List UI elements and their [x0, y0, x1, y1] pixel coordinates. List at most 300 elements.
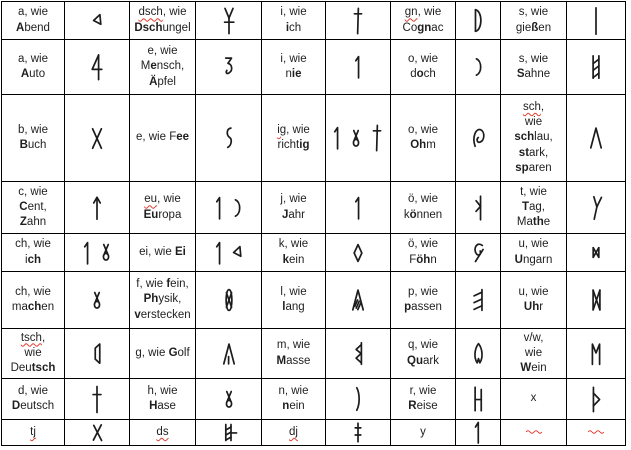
- cell-text: [132, 245, 193, 260]
- cell-text: [4, 237, 62, 267]
- emphasized-letter: W: [520, 362, 532, 375]
- emphasized-letter: k: [282, 253, 290, 266]
- symbol-caret-icon: [586, 125, 606, 151]
- emphasized-letter: gn: [417, 21, 432, 34]
- misspelled-text: ds: [156, 425, 169, 438]
- table-cell-r2-c9: [501, 40, 567, 95]
- emphasized-letter: p: [404, 301, 412, 313]
- table-body: [2, 2, 626, 446]
- symbol-m-square-icon: [587, 341, 605, 367]
- cell-text: [4, 384, 62, 414]
- empty-cell: [569, 429, 623, 436]
- symbol-h-square-icon: [469, 385, 487, 413]
- table-cell-r7-c1: [2, 329, 65, 379]
- table-cell-r2-c3: [130, 40, 196, 95]
- table-cell-r3-c6: [326, 95, 391, 182]
- text-segment: ein: [289, 253, 305, 266]
- text-segment: n: [285, 68, 292, 80]
- table-cell-r8-c9: [501, 379, 567, 420]
- table-cell-r3-c2: [65, 95, 130, 182]
- text-segment: s, wie: [518, 6, 549, 19]
- cell-symbols: [569, 341, 623, 367]
- symbol-one-tall-icon: [471, 420, 485, 445]
- text-segment: v/w,: [523, 331, 544, 344]
- symbol-open-c-icon: [471, 55, 486, 79]
- symbol-y-mirror-icon: [587, 194, 606, 222]
- phonetic-table: [1, 1, 626, 446]
- emphasized-letter: A: [16, 21, 25, 34]
- emphasized-letter: o: [416, 68, 424, 80]
- cell-symbols: [67, 240, 127, 266]
- text-segment: r, wie: [409, 384, 437, 397]
- emphasized-letter: st: [518, 146, 530, 159]
- cell-symbols: [458, 240, 498, 265]
- cell-text: [503, 331, 564, 377]
- table-cell-r1-c7: [391, 2, 456, 40]
- text-segment: richt: [277, 139, 300, 151]
- text-segment: a, wie: [17, 6, 49, 19]
- text-segment: ch, wie: [15, 285, 51, 298]
- text-segment: ahn: [26, 216, 47, 229]
- table-cell-r5-c8: [456, 234, 501, 272]
- cell-symbols: [198, 125, 259, 151]
- table-cell-r7-c4: [196, 329, 262, 379]
- table-cell-r5-c9: [501, 234, 567, 272]
- text-segment: ropa: [158, 208, 182, 221]
- cell-symbols: [67, 340, 127, 367]
- cell-text: [503, 5, 564, 35]
- text-segment: wie: [24, 346, 42, 359]
- symbol-one-flag-icon: [351, 195, 365, 221]
- text-segment: n, wie: [278, 384, 309, 397]
- text-segment: , wie: [417, 6, 442, 19]
- emphasized-letter: Qu: [407, 354, 423, 367]
- table-cell-r4-c2: [65, 182, 130, 234]
- text-segment: ,: [540, 101, 545, 114]
- symbol-double-dagger-icon: [351, 422, 365, 443]
- text-segment: ch, wie: [15, 238, 51, 251]
- cell-text: [264, 52, 323, 82]
- text-segment: , wie: [162, 6, 187, 19]
- text-segment: i, wie: [280, 6, 307, 19]
- text-segment: bend: [24, 21, 50, 34]
- text-segment: lau,: [534, 131, 553, 144]
- text-segment: a, wie: [17, 52, 49, 65]
- cell-text: [264, 123, 323, 153]
- cell-text: [264, 192, 323, 222]
- table-cell-r5-c10: [567, 234, 626, 272]
- symbol-one-flag-icon: [351, 54, 365, 80]
- table-cell-r3-c3: [130, 95, 196, 182]
- table-cell-r9-c4: [196, 420, 262, 446]
- cell-symbols: [67, 384, 127, 415]
- text-segment: wie: [524, 346, 543, 359]
- text-segment: t, wie: [520, 185, 547, 198]
- cell-text: [503, 185, 564, 231]
- cell-symbols: [458, 194, 498, 222]
- emphasized-letter: U: [514, 253, 523, 266]
- symbol-open-c-icon: [230, 196, 245, 220]
- cell-symbols: [458, 420, 498, 445]
- misspelled-text: eu: [144, 193, 158, 206]
- symbol-e-rake-icon: [469, 287, 487, 313]
- text-segment: en: [538, 21, 552, 34]
- text-segment: ase: [157, 400, 176, 412]
- text-segment: x: [530, 392, 537, 405]
- table-cell-r6-c7: [391, 272, 456, 329]
- symbol-bowtie-icon: [589, 244, 603, 261]
- text-segment: ei, wie: [139, 245, 175, 258]
- cell-symbols: [67, 290, 127, 311]
- emphasized-letter: Eu: [143, 208, 159, 221]
- table-cell-r6-c4: [196, 272, 262, 329]
- symbol-ladder-icon: [587, 53, 605, 81]
- emphasized-letter: ig: [299, 139, 310, 151]
- text-segment: ahne: [524, 68, 551, 80]
- table-cell-r7-c5: [262, 329, 326, 379]
- table-cell-r9-c2: [65, 420, 130, 446]
- text-segment: ag,: [529, 200, 546, 213]
- cell-text: [393, 338, 453, 368]
- cell-text: [393, 123, 453, 153]
- symbol-d-cap-icon: [469, 7, 487, 34]
- spellcheck-squiggle-icon: [588, 429, 604, 434]
- emphasized-letter: sp: [515, 161, 529, 174]
- text-segment: ungel: [162, 21, 191, 34]
- table-cell-r3-c7: [391, 95, 456, 182]
- emphasized-letter: D: [11, 400, 21, 412]
- emphasized-letter: Ph: [143, 293, 159, 306]
- text-segment: u, wie: [518, 285, 549, 298]
- table-cell-r4-c5: [262, 182, 326, 234]
- symbol-x-tail-icon: [89, 422, 106, 443]
- text-segment: u, wie: [518, 238, 549, 251]
- emphasized-letter: S: [516, 68, 525, 80]
- text-segment: uto: [29, 68, 46, 80]
- text-segment: ark,: [529, 146, 549, 159]
- table-cell-r8-c6: [326, 379, 391, 420]
- symbol-one-flag-icon: [80, 240, 94, 266]
- cell-symbols: [569, 287, 623, 313]
- cell-symbols: [458, 385, 498, 413]
- table-cell-r8-c7: [391, 379, 456, 420]
- text-segment: o, wie: [407, 52, 439, 65]
- table-cell-r8-c8: [456, 379, 501, 420]
- text-segment: ch: [423, 68, 436, 80]
- text-segment: ein: [289, 400, 305, 412]
- cell-text: [393, 285, 453, 315]
- emphasized-letter: R: [408, 400, 417, 412]
- text-segment: i: [25, 253, 28, 266]
- table-cell-r9-c7: [391, 420, 456, 446]
- text-segment: uch: [27, 139, 47, 151]
- empty-cell: [503, 429, 564, 436]
- symbol-caret-hatch-icon: [348, 287, 368, 313]
- text-segment: y: [420, 425, 426, 438]
- text-segment: eise: [416, 400, 438, 412]
- text-segment: n: [430, 253, 437, 266]
- text-segment: ang: [285, 301, 305, 313]
- misspelled-text: gn: [404, 6, 418, 19]
- table-cell-r4-c6: [326, 182, 391, 234]
- cell-symbols: [198, 287, 259, 313]
- emphasized-letter: v: [134, 308, 141, 321]
- table-cell-r5-c7: [391, 234, 456, 272]
- cell-text: [132, 44, 193, 90]
- cell-text: [503, 237, 564, 267]
- cell-text: [132, 425, 193, 440]
- table-row-8: [2, 379, 626, 420]
- text-segment: M: [140, 60, 151, 73]
- symbol-spiral-icon: [469, 125, 487, 151]
- symbol-ladder-bar-icon: [219, 422, 239, 443]
- table-row-6: [2, 272, 626, 329]
- cell-symbols: [569, 244, 623, 261]
- table-row-7: [2, 329, 626, 379]
- text-segment: o, wie: [407, 123, 439, 136]
- table-cell-r2-c7: [391, 40, 456, 95]
- table-row-2: [2, 40, 626, 95]
- text-segment: Deu: [10, 362, 32, 375]
- text-segment: m: [426, 139, 436, 151]
- cell-symbols: [458, 125, 498, 151]
- table-cell-r7-c7: [391, 329, 456, 379]
- table-cell-r6-c2: [65, 272, 130, 329]
- misspelled-text: ig: [277, 123, 287, 136]
- emphasized-letter: i: [285, 21, 290, 34]
- text-segment: d: [410, 68, 417, 80]
- text-segment: ein: [531, 362, 547, 375]
- symbol-k-angle-icon: [470, 194, 487, 222]
- symbol-teardrop-icon: [470, 341, 487, 367]
- text-segment: e, wie F: [135, 131, 177, 144]
- symbol-thorn-icon: [588, 385, 605, 414]
- cell-symbols: [328, 385, 388, 413]
- table-cell-r8-c1: [2, 379, 65, 420]
- cell-symbols: [569, 6, 623, 36]
- cell-symbols: [198, 6, 259, 36]
- cell-text: [264, 338, 323, 368]
- cell-text: [132, 192, 193, 222]
- text-segment: ö, wie: [407, 193, 439, 206]
- cell-text: [132, 346, 193, 361]
- symbol-rhomboid-icon: [90, 340, 105, 367]
- symbol-caret-tick-icon: [219, 341, 239, 367]
- table-cell-r1-c2: [65, 2, 130, 40]
- spellcheck-squiggle-icon: [526, 429, 542, 434]
- cell-symbols: [328, 54, 388, 80]
- text-segment: ,: [41, 331, 46, 344]
- table-cell-r1-c9: [501, 2, 567, 40]
- symbol-ou-cross-icon: [348, 128, 364, 149]
- table-cell-r9-c8: [456, 420, 501, 446]
- table-cell-r5-c3: [130, 234, 196, 272]
- misspelled-text: tsch: [20, 331, 42, 344]
- text-segment: l, wie: [280, 285, 307, 298]
- emphasized-letter: M: [276, 354, 287, 367]
- text-segment: en: [41, 301, 55, 313]
- text-segment: ent,: [27, 200, 47, 213]
- table-cell-r3-c5: [262, 95, 326, 182]
- table-row-9: [2, 420, 626, 446]
- emphasized-letter: Z: [19, 216, 27, 229]
- cell-text: [4, 5, 62, 35]
- cell-symbols: [198, 422, 259, 443]
- cell-symbols: [198, 195, 259, 221]
- text-segment: Co: [402, 21, 418, 34]
- table-cell-r4-c9: [501, 182, 567, 234]
- table-cell-r5-c5: [262, 234, 326, 272]
- table-cell-r5-c1: [2, 234, 65, 272]
- cell-text: [503, 100, 564, 176]
- table-cell-r7-c8: [456, 329, 501, 379]
- cell-text: [4, 285, 62, 315]
- cell-text: [393, 425, 453, 440]
- text-segment: pfel: [157, 75, 176, 88]
- table-cell-r8-c5: [262, 379, 326, 420]
- text-segment: Ma: [516, 216, 533, 229]
- table-row-4: [2, 182, 626, 234]
- emphasized-letter: C: [19, 200, 28, 213]
- cell-text: [132, 384, 193, 414]
- text-segment: r: [539, 301, 544, 313]
- emphasized-letter: ö: [409, 208, 417, 221]
- emphasized-letter: Uh: [523, 301, 540, 313]
- table-cell-r7-c2: [65, 329, 130, 379]
- table-cell-r2-c5: [262, 40, 326, 95]
- table-cell-r9-c10: [567, 420, 626, 446]
- symbol-arrow-up-icon: [88, 194, 106, 222]
- text-segment: F: [409, 253, 417, 266]
- cell-text: [264, 237, 323, 267]
- emphasized-letter: T: [521, 200, 530, 213]
- emphasized-letter: th: [532, 216, 544, 229]
- cell-text: [132, 277, 193, 323]
- cell-symbols: [328, 242, 388, 264]
- cell-text: [393, 192, 453, 222]
- text-segment: b, wie: [17, 123, 49, 136]
- cell-symbols: [328, 123, 388, 153]
- cell-symbols: [198, 54, 259, 80]
- table-cell-r6-c10: [567, 272, 626, 329]
- text-segment: k: [403, 208, 410, 221]
- table-cell-r5-c2: [65, 234, 130, 272]
- table-cell-r3-c8: [456, 95, 501, 182]
- text-segment: ö, wie: [407, 238, 439, 251]
- text-segment: ch: [289, 21, 302, 34]
- text-segment: c, wie: [18, 185, 48, 198]
- cell-text: [503, 52, 564, 82]
- cell-text: [132, 130, 193, 145]
- text-segment: e, wie: [147, 45, 178, 58]
- symbol-curl-x-icon: [469, 240, 487, 265]
- symbol-z-curl-icon: [220, 54, 238, 80]
- table-cell-r8-c10: [567, 379, 626, 420]
- cell-text: [264, 285, 323, 315]
- table-cell-r5-c6: [326, 234, 391, 272]
- misspelled-text: sch: [522, 101, 541, 114]
- symbol-one-flag-icon: [330, 125, 344, 151]
- cell-symbols: [198, 389, 259, 410]
- text-segment: eutsch: [20, 400, 55, 412]
- text-segment: , wie: [286, 123, 310, 136]
- cell-text: [393, 5, 453, 35]
- cell-symbols: [67, 194, 127, 222]
- symbol-tri-left-icon: [90, 10, 105, 31]
- text-segment: ysik,: [158, 293, 182, 306]
- cell-symbols: [569, 125, 623, 151]
- text-segment: j, wie: [280, 193, 307, 206]
- emphasized-letter: öh: [416, 253, 431, 266]
- cell-text: [503, 391, 564, 406]
- cell-text: [393, 237, 453, 267]
- emphasized-letter: f: [166, 278, 171, 291]
- symbol-one-flag-icon: [212, 240, 226, 266]
- table-cell-r1-c6: [326, 2, 391, 40]
- table-cell-r2-c6: [326, 40, 391, 95]
- table-cell-r9-c3: [130, 420, 196, 446]
- emphasized-letter: Oh: [410, 139, 427, 151]
- text-segment: wie: [524, 116, 543, 129]
- symbol-ou-cross-icon: [98, 242, 114, 263]
- cell-text: [4, 52, 62, 82]
- text-segment: , wie: [157, 193, 181, 206]
- text-segment: ngarn: [522, 253, 553, 266]
- table-cell-r4-c10: [567, 182, 626, 234]
- emphasized-letter: Ei: [174, 245, 186, 258]
- emphasized-letter: ch: [27, 301, 42, 313]
- table-cell-r9-c1: [2, 420, 65, 446]
- table-cell-r9-c6: [326, 420, 391, 446]
- table-cell-r9-c5: [262, 420, 326, 446]
- text-segment: q, wie: [407, 339, 439, 352]
- text-segment: nsch,: [156, 60, 185, 73]
- cell-symbols: [67, 10, 127, 31]
- table-cell-r4-c8: [456, 182, 501, 234]
- text-segment: h, wie: [147, 384, 178, 397]
- symbol-ou-cross-icon: [221, 389, 237, 410]
- emphasized-letter: J: [281, 208, 289, 221]
- misspelled-text: tj: [30, 425, 36, 438]
- text-segment: m, wie: [276, 339, 311, 352]
- cell-symbols: [569, 53, 623, 81]
- table-cell-r1-c10: [567, 2, 626, 40]
- symbol-tri-left-icon: [230, 242, 245, 263]
- table-cell-r1-c1: [2, 2, 65, 40]
- table-cell-r4-c7: [391, 182, 456, 234]
- emphasized-letter: A: [20, 68, 30, 80]
- table-row-3: [2, 95, 626, 182]
- cell-text: [503, 285, 564, 315]
- text-segment: k, wie: [278, 238, 309, 251]
- cell-text: [4, 123, 62, 153]
- cell-text: [264, 425, 323, 440]
- table-cell-r7-c10: [567, 329, 626, 379]
- table-cell-r1-c3: [130, 2, 196, 40]
- text-segment: assen: [411, 301, 442, 313]
- symbol-one-flag-icon: [212, 195, 226, 221]
- table-cell-r7-c9: [501, 329, 567, 379]
- emphasized-letter: H: [149, 400, 158, 412]
- cell-text: [264, 5, 323, 35]
- symbol-ou-cross-icon: [89, 290, 105, 311]
- cell-symbols: [458, 7, 498, 34]
- emphasized-letter: B: [19, 139, 28, 151]
- text-segment: ma: [11, 301, 28, 313]
- symbol-gate-x-icon: [588, 287, 605, 313]
- cell-symbols: [67, 52, 127, 82]
- text-segment: olf: [177, 346, 190, 359]
